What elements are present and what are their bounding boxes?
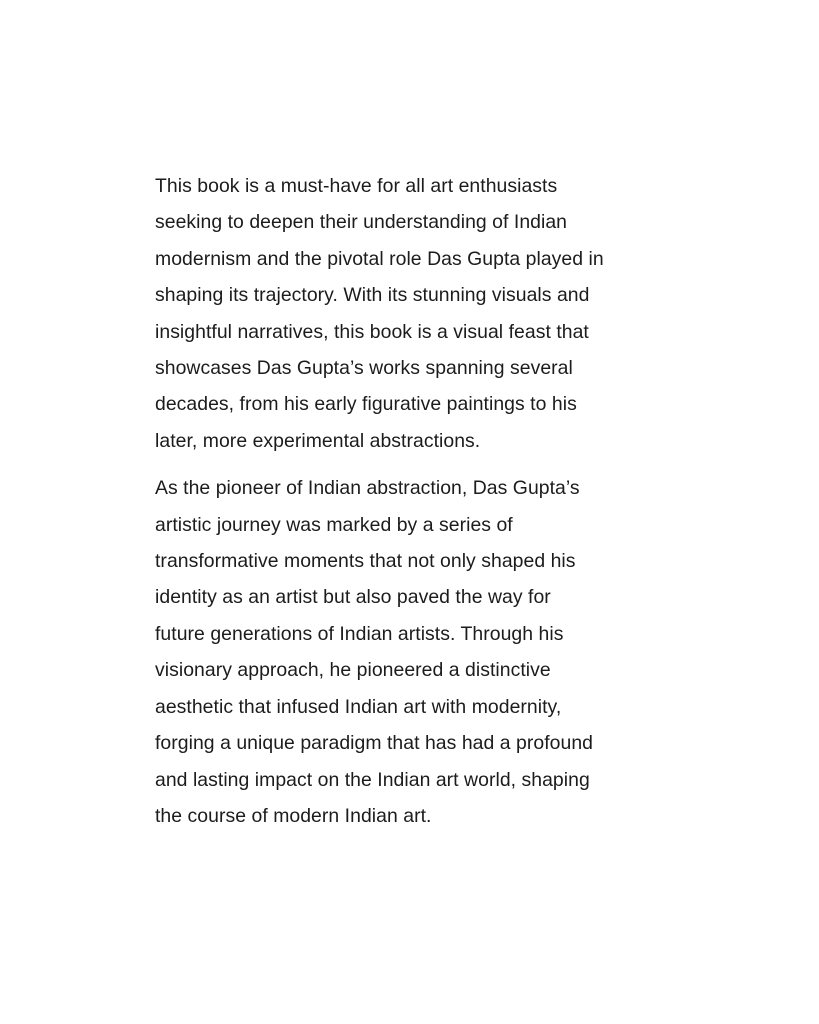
text-line: transformative moments that not only shaped his <box>155 550 576 573</box>
text-line: aesthetic that infused Indian art with modernity, <box>155 695 562 718</box>
text-line: future generations of Indian artists. Through his <box>155 622 564 645</box>
text-line: forging a unique paradigm that has had a profound <box>155 732 593 755</box>
text-line: This book is a must-have for all art enthusiasts <box>155 175 558 197</box>
text-line: artistic journey was marked by a series of <box>155 513 513 536</box>
text-line: seeking to deepen their understanding of Indian <box>155 211 568 234</box>
text-line: decades, from his early figurative paintings to his <box>155 393 577 416</box>
text-line: later, more experimental abstractions. <box>155 429 481 452</box>
text-line: visionary approach, he pioneered a distinctive <box>155 659 551 682</box>
text-line: identity as an artist but also paved the way for <box>155 586 551 609</box>
paragraph-intro <box>155 168 675 459</box>
text-line: showcases Das Gupta’s works spanning several <box>155 357 573 380</box>
text-line: the course of modern Indian art. <box>155 804 432 827</box>
text-line: modernism and the pivotal role Das Gupta played in <box>155 247 604 270</box>
text-line: shaping its trajectory. With its stunning visuals and <box>155 284 590 307</box>
text-line: and lasting impact on the Indian art world, shaping <box>155 768 590 791</box>
paragraph-pioneer <box>155 470 675 834</box>
text-line: As the pioneer of Indian abstraction, Das Gupta’s <box>155 477 580 500</box>
body-text <box>155 168 675 834</box>
text-line: insightful narratives, this book is a visual feast that <box>155 320 589 343</box>
